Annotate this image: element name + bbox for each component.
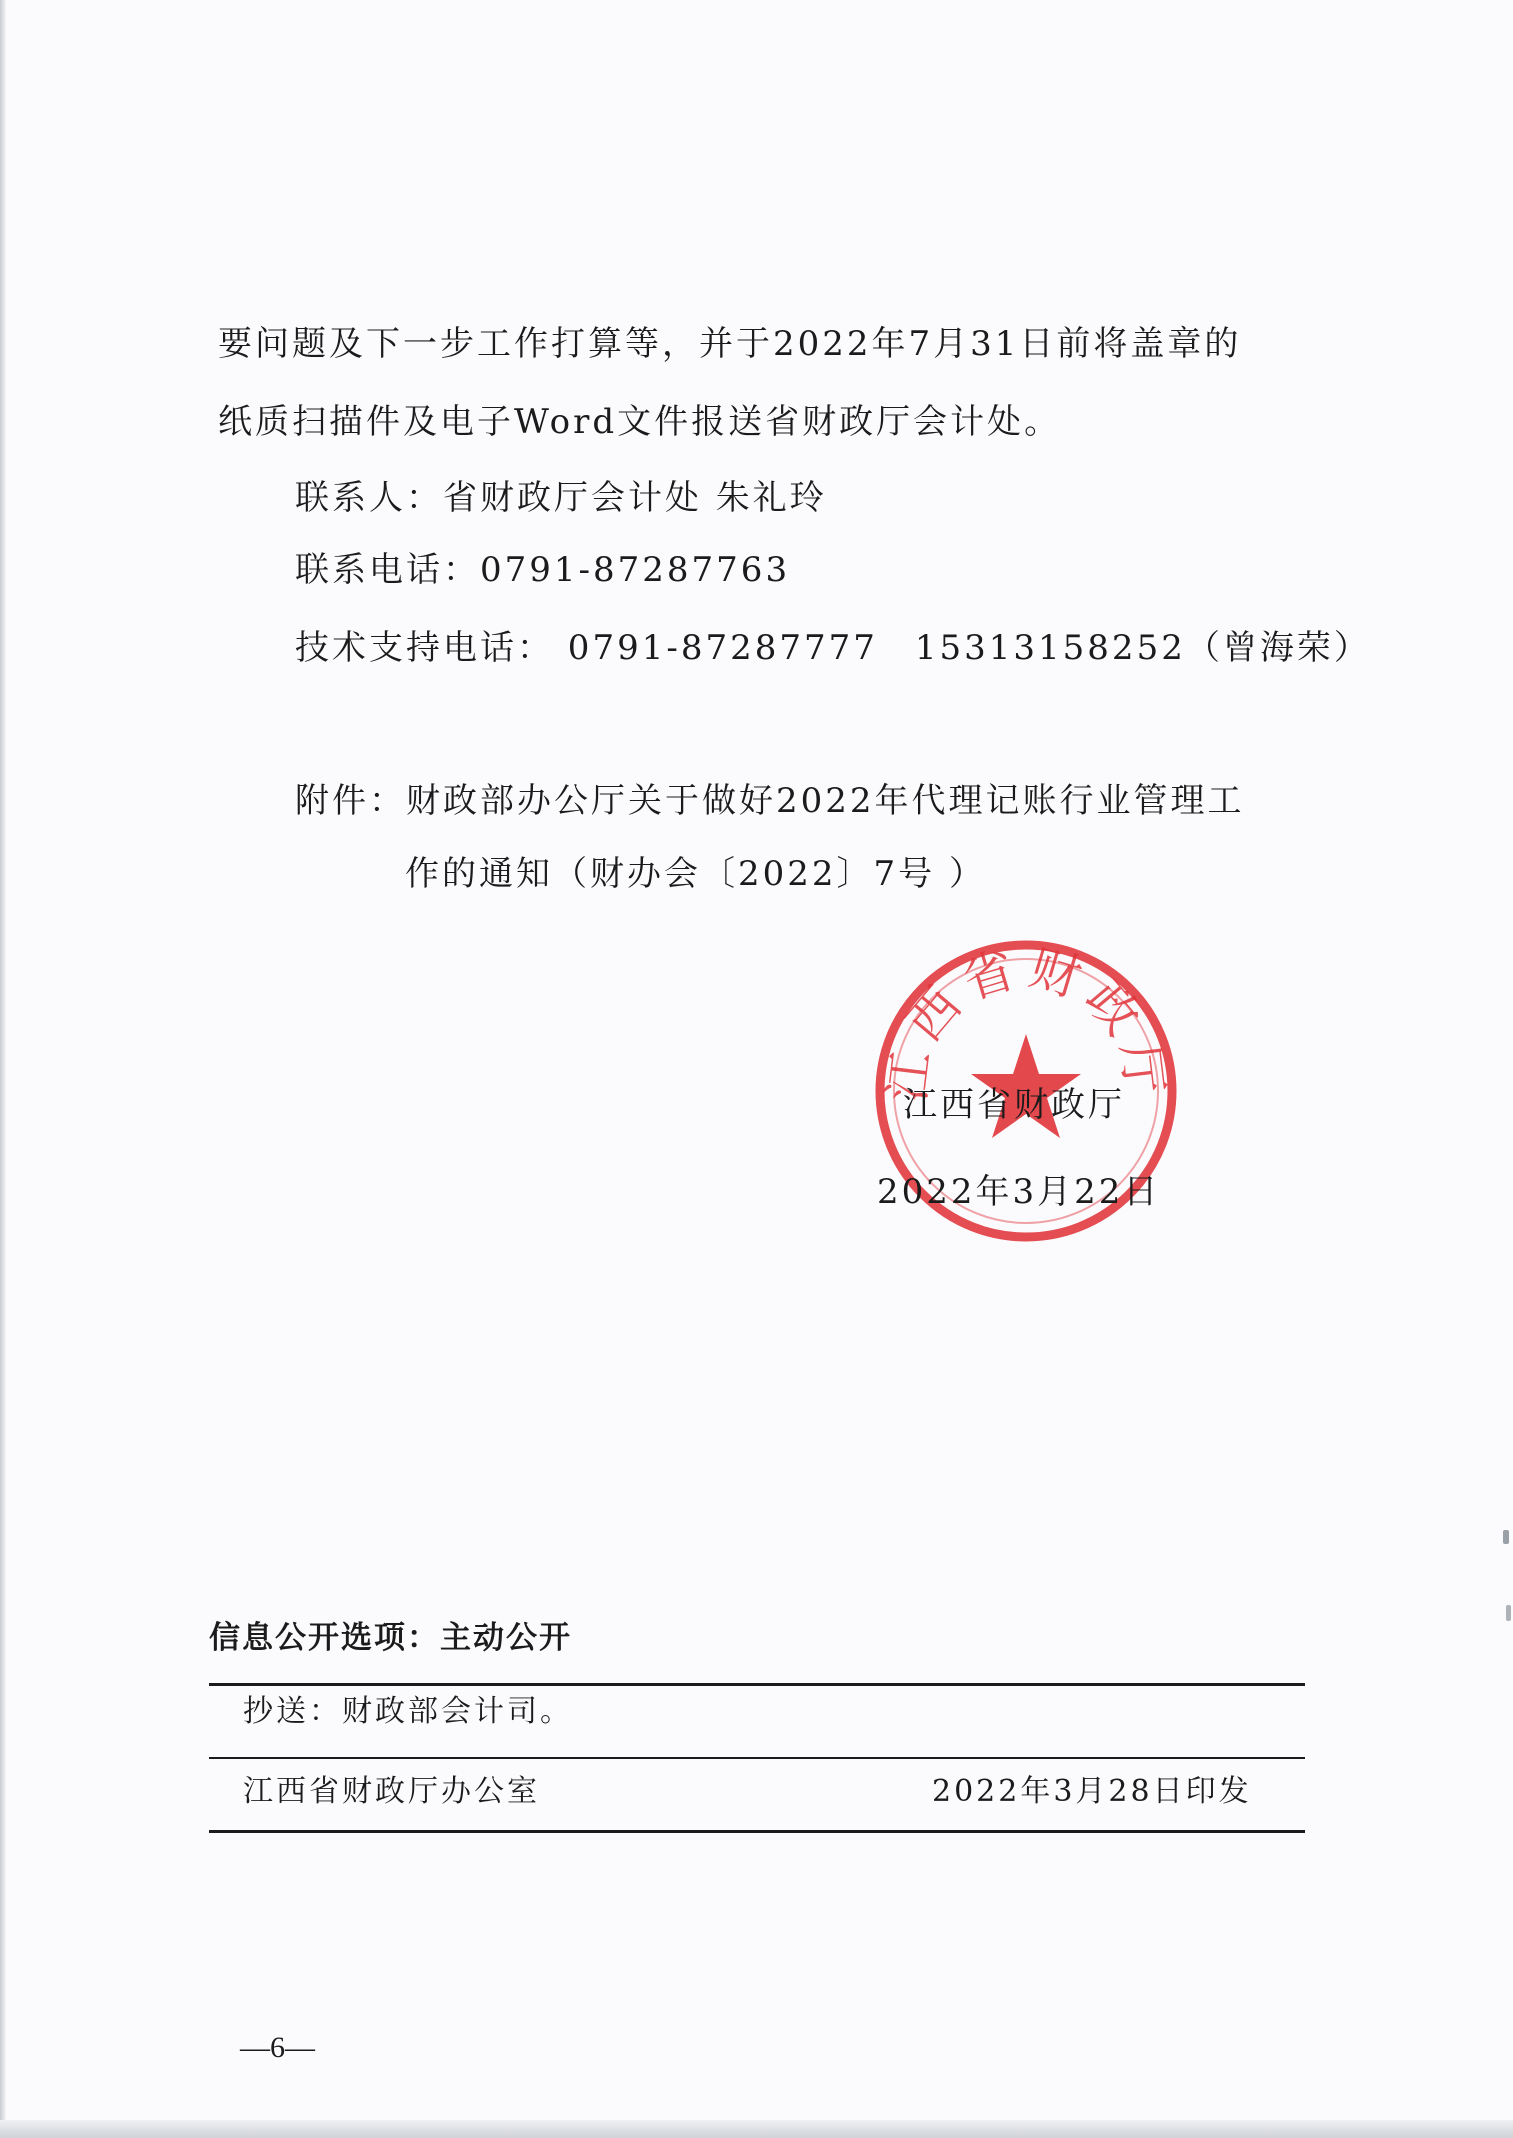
issuing-office: 江西省财政厅办公室 bbox=[243, 1774, 540, 1809]
issue-date: 2022年3月28日印发 bbox=[932, 1774, 1252, 1809]
footer-rule-middle bbox=[209, 1757, 1305, 1759]
contact-person: 联系人：省财政厅会计处 朱礼玲 bbox=[295, 478, 827, 518]
scan-edge bbox=[0, 0, 6, 2138]
scan-mark bbox=[1503, 1530, 1509, 1544]
scan-mark bbox=[1506, 1605, 1511, 1621]
footer-rule-bottom bbox=[209, 1830, 1305, 1833]
page-number: —6— bbox=[240, 2031, 315, 2064]
disclosure-option: 信息公开选项：主动公开 bbox=[209, 1620, 572, 1656]
signing-organization: 江西省财政厅 bbox=[903, 1085, 1125, 1125]
body-line-2: 纸质扫描件及电子Word文件报送省财政厅会计处。 bbox=[218, 402, 1062, 442]
scan-edge bbox=[0, 2120, 1513, 2138]
footer-rule-top bbox=[209, 1683, 1305, 1686]
body-line-1: 要问题及下一步工作打算等，并于2022年7月31日前将盖章的 bbox=[218, 324, 1242, 364]
tech-support-phone: 技术支持电话： 0791-87287777 15313158252（曾海荣） bbox=[295, 628, 1371, 668]
signing-date: 2022年3月22日 bbox=[877, 1172, 1161, 1212]
cc-recipients: 抄送：财政部会计司。 bbox=[243, 1694, 573, 1729]
seal-text: 江西省财政厅 bbox=[877, 938, 1175, 1105]
contact-phone: 联系电话：0791-87287763 bbox=[295, 550, 791, 590]
attachment-line-2: 作的通知（财办会〔2022〕7号 ） bbox=[405, 854, 986, 894]
attachment-line-1: 附件：财政部办公厅关于做好2022年代理记账行业管理工 bbox=[295, 781, 1245, 821]
